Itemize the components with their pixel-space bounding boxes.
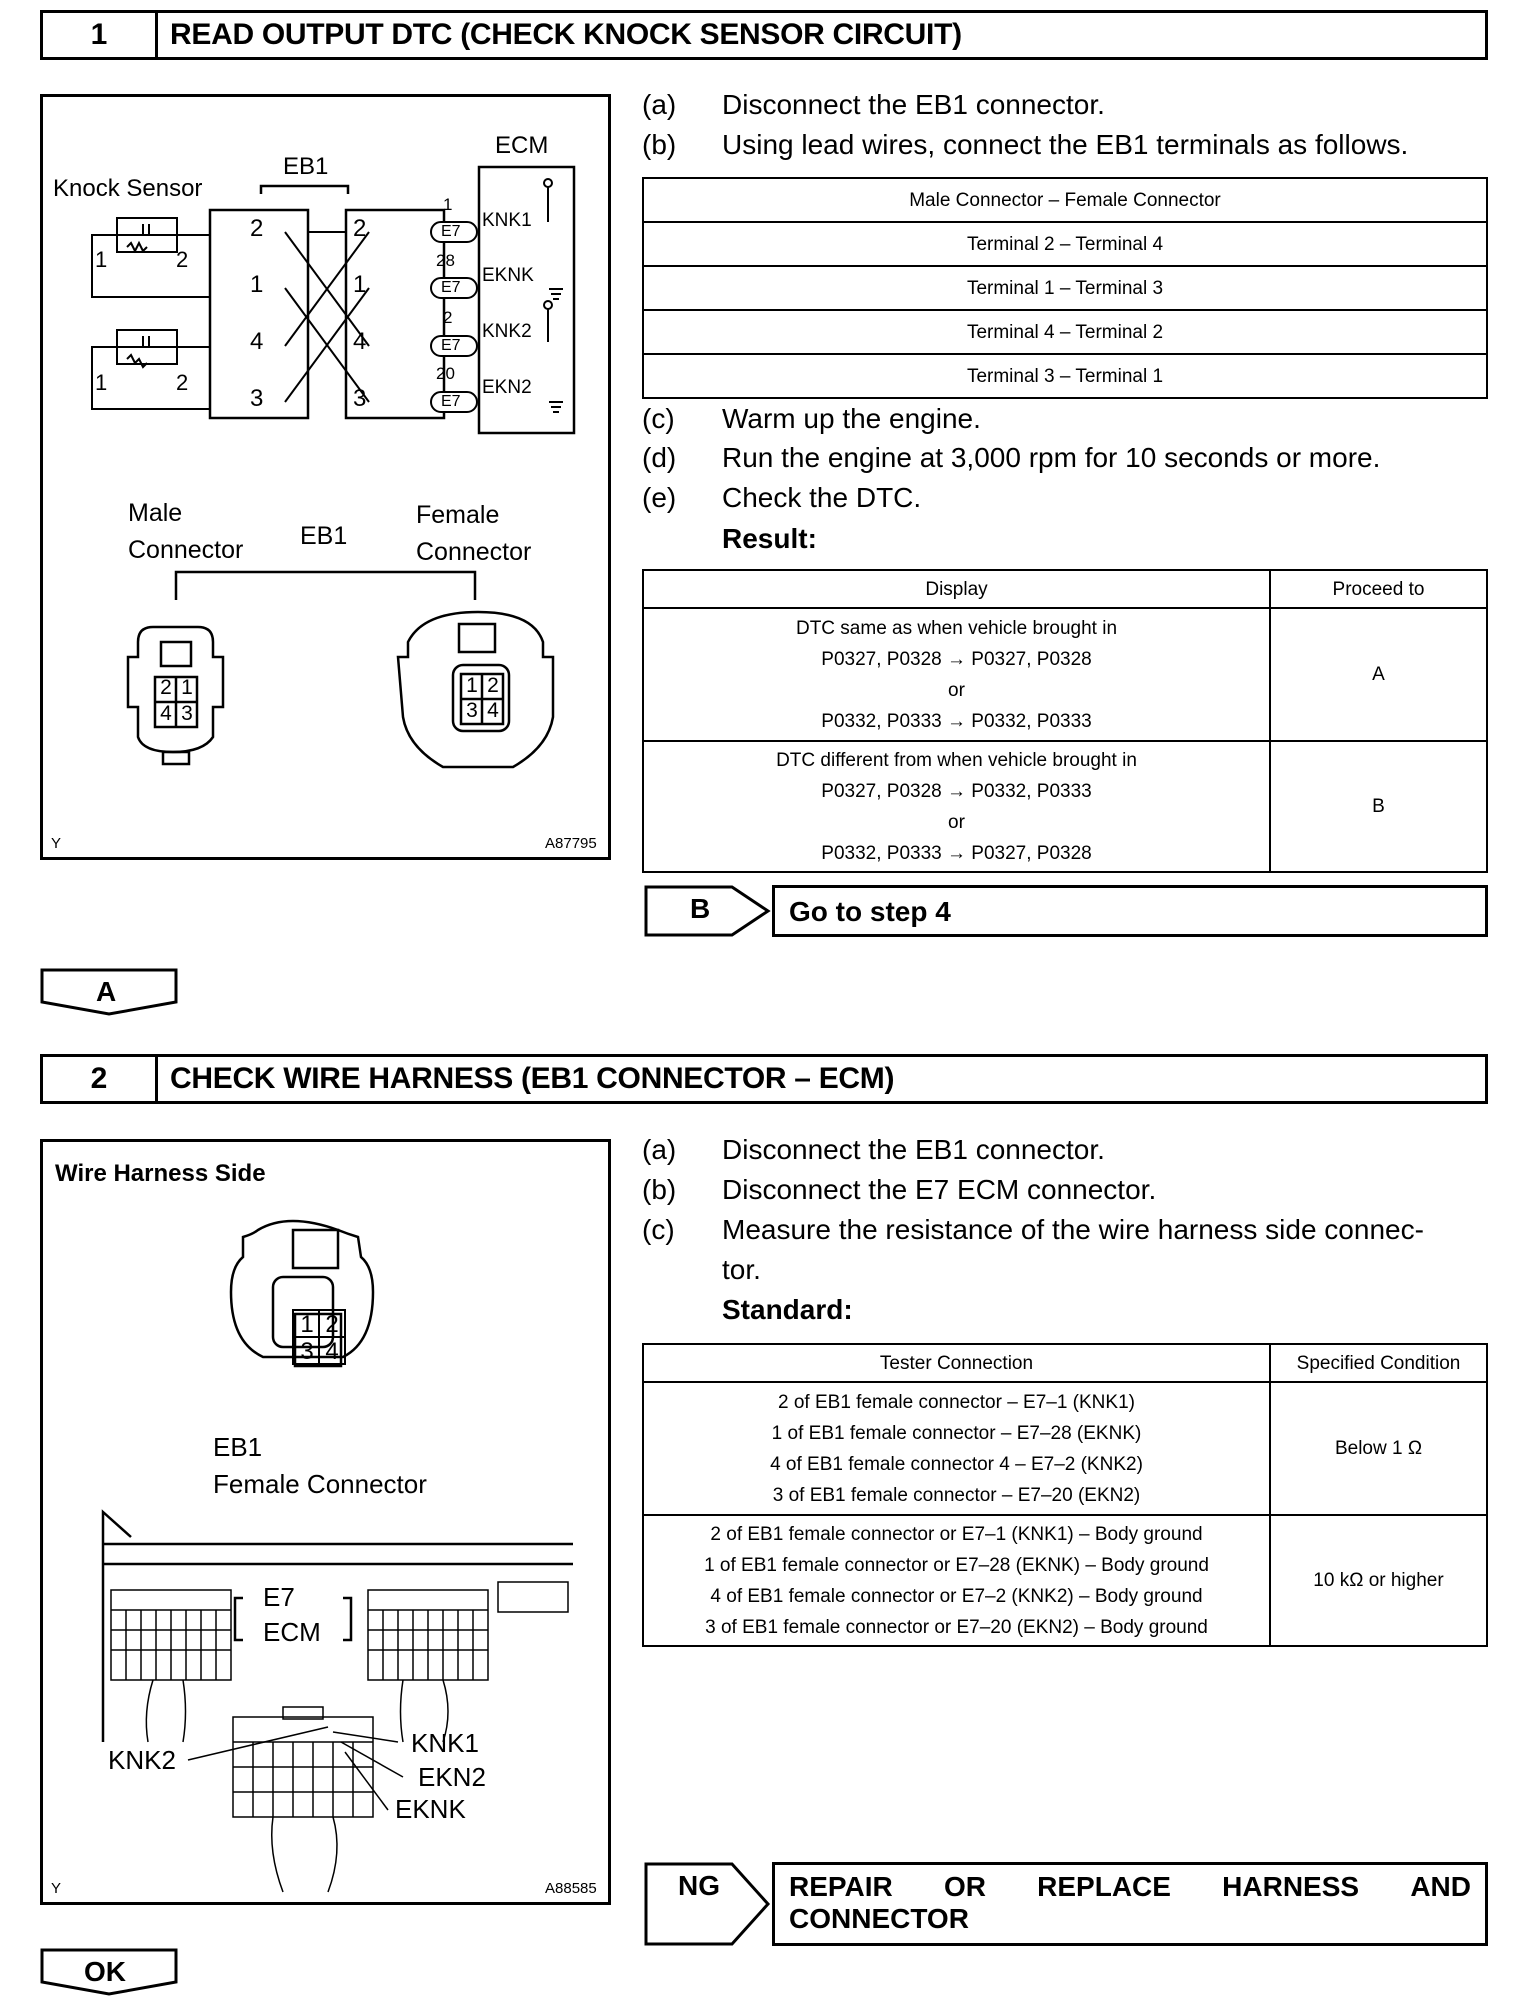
branch-ok-tag[interactable]: OK	[84, 1956, 126, 1987]
harness-pin-1: 1	[300, 1311, 314, 1338]
ecm-label: ECM	[495, 132, 549, 159]
e7-label: E7	[263, 1582, 295, 1612]
eb1-left-pin-4: 3	[250, 385, 264, 412]
wire-harness-side-label: Wire Harness Side	[55, 1160, 266, 1187]
male-pin-3: 3	[181, 702, 193, 725]
section-2-header	[40, 1054, 1488, 1104]
std-row-1-condition: Below 1 Ω	[1270, 1382, 1487, 1515]
eb1-right-pin-3: 4	[353, 328, 367, 355]
figure-2-code: A88585	[545, 1880, 597, 1897]
knock-sensor-label: Knock Sensor	[53, 175, 203, 202]
e7-tag-1: E7	[441, 223, 461, 240]
eb1-right-pin-4: 3	[353, 385, 367, 412]
std-header-condition: Specified Condition	[1270, 1344, 1487, 1382]
male-connector-label: Male Connector	[128, 499, 244, 564]
step-2c-continued: tor.	[722, 1254, 761, 1285]
terminal-connection-table	[642, 177, 1488, 399]
std-row-2-condition: 10 kΩ or higher	[1270, 1515, 1487, 1646]
male-pin-1: 1	[181, 676, 193, 699]
branch-ng-box[interactable]	[772, 1862, 1488, 1946]
std-row-2-connection: 2 of EB1 female connector or E7–1 (KNK1) – Body ground 1 of EB1 female connector or E7–28 (EKNK) – Body ground 4 of EB1 female connector or E7–2 (KNK2) – Body ground 3 of EB1 female connector or E7–20 (EKN2) – Body ground	[643, 1515, 1270, 1646]
sensor2-pin-2: 2	[176, 370, 189, 395]
figure-2-corner-y: Y	[51, 1880, 62, 1897]
section-2-title: CHECK WIRE HARNESS (EB1 CONNECTOR – ECM)	[170, 1062, 895, 1095]
step-1c: (c) Warm up the engine.	[642, 403, 981, 434]
result-label: Result:	[722, 523, 817, 554]
harness-pin-3: 3	[300, 1338, 314, 1365]
standard-label: Standard:	[722, 1294, 853, 1325]
female-connector-label: Female Connector	[416, 501, 532, 566]
conn-row: Terminal 2 – Terminal 4	[643, 222, 1487, 266]
result-row-b-display: DTC different from when vehicle brought in P0327, P0328 → P0332, P0333 or P0332, P0333 → P0327, P0328	[643, 741, 1270, 872]
eknk-label: EKNK	[395, 1794, 466, 1824]
step-1b: (b) Using lead wires, connect the EB1 terminals as follows.	[642, 129, 1409, 160]
female-pin-1: 1	[466, 674, 478, 697]
female-pin-2: 2	[487, 674, 499, 697]
harness-pin-2: 2	[325, 1311, 339, 1338]
result-header-proceed: Proceed to	[1270, 570, 1487, 608]
ecm-pin-num-20: 20	[436, 364, 455, 383]
female-pin-4: 4	[487, 699, 499, 722]
step-1d: (d) Run the engine at 3,000 rpm for 10 seconds or more.	[642, 442, 1381, 473]
eb1-right-pin-1: 2	[353, 215, 367, 242]
step-2c: (c) Measure the resistance of the wire harness side connec-	[642, 1214, 1424, 1245]
step-1a: (a) Disconnect the EB1 connector.	[642, 89, 1105, 120]
section-1-number: 1	[43, 13, 158, 57]
branch-b-text: Go to step 4	[789, 896, 951, 927]
conn-row: Male Connector – Female Connector	[643, 178, 1487, 222]
ecm-harness-label: ECM	[263, 1617, 321, 1647]
result-table	[642, 569, 1488, 873]
eb1-left-pin-3: 4	[250, 328, 264, 355]
male-pin-4: 4	[160, 702, 172, 725]
section-2-number: 2	[43, 1057, 158, 1101]
branch-ng-line-1: REPAIR OR REPLACE HARNESS AND	[789, 1871, 1471, 1902]
step-2b: (b) Disconnect the E7 ECM connector.	[642, 1174, 1157, 1205]
signal-knk2: KNK2	[482, 321, 532, 342]
e7-tag-4: E7	[441, 393, 461, 410]
knk2-label: KNK2	[108, 1745, 176, 1775]
section-1-header	[40, 10, 1488, 60]
step-1e: (e) Check the DTC.	[642, 482, 922, 513]
sensor1-pin-2: 2	[176, 247, 189, 272]
conn-row: Terminal 3 – Terminal 1	[643, 354, 1487, 398]
result-row-b-proceed: B	[1270, 741, 1487, 872]
figure-code: A87795	[545, 835, 597, 852]
eb1-left-pin-1: 2	[250, 215, 264, 242]
female-pin-3: 3	[466, 699, 478, 722]
ecm-pin-num-28: 28	[436, 251, 455, 270]
e7-tag-3: E7	[441, 337, 461, 354]
section-1-title: READ OUTPUT DTC (CHECK KNOCK SENSOR CIRCUIT)	[170, 18, 962, 51]
branch-b-tag: B	[690, 893, 711, 924]
signal-ekn2: EKN2	[482, 377, 532, 398]
sensor1-pin-1: 1	[95, 247, 108, 272]
branch-a-tag[interactable]: A	[96, 976, 117, 1007]
harness-pin-4: 4	[325, 1338, 339, 1365]
result-row-a-display: DTC same as when vehicle brought in P0327, P0328 → P0327, P0328 or P0332, P0333 → P0332, P0333	[643, 608, 1270, 741]
std-header-tester: Tester Connection	[643, 1344, 1270, 1382]
signal-knk1: KNK1	[482, 210, 532, 231]
harness-diagram	[43, 1142, 608, 1902]
result-row-a-proceed: A	[1270, 608, 1487, 741]
result-header-display: Display	[643, 570, 1270, 608]
ecm-pin-num-1: 1	[443, 195, 453, 214]
ekn2-label: EKN2	[418, 1762, 486, 1792]
knock-sensor-circuit-figure	[40, 94, 611, 860]
wire-harness-figure	[40, 1139, 611, 1905]
eb1-label: EB1	[283, 153, 329, 180]
eb1-center-label: EB1	[300, 522, 348, 550]
ecm-pin-num-2: 2	[443, 308, 453, 327]
branch-b-box[interactable]	[772, 885, 1488, 937]
branch-ng-line-2: CONNECTOR	[789, 1903, 969, 1934]
figure-corner-y: Y	[51, 835, 62, 852]
eb1-harness-label: EB1	[213, 1432, 263, 1462]
male-pin-2: 2	[160, 676, 172, 699]
eb1-left-pin-2: 1	[250, 271, 264, 298]
e7-tag-2: E7	[441, 279, 461, 296]
std-row-1-connection: 2 of EB1 female connector – E7–1 (KNK1) 1 of EB1 female connector – E7–28 (EKNK) 4 of EB1 female connector 4 – E7–2 (KNK2) 3 of EB1 female connector – E7–20 (EKN2)	[643, 1382, 1270, 1515]
conn-row: Terminal 4 – Terminal 2	[643, 310, 1487, 354]
female-connector-harness-label: Female Connector	[213, 1469, 427, 1499]
eb1-right-pin-2: 1	[353, 271, 367, 298]
standard-table	[642, 1343, 1488, 1647]
conn-row: Terminal 1 – Terminal 3	[643, 266, 1487, 310]
knk1-label: KNK1	[411, 1728, 479, 1758]
signal-eknk: EKNK	[482, 265, 534, 286]
step-2a: (a) Disconnect the EB1 connector.	[642, 1134, 1105, 1165]
sensor2-pin-1: 1	[95, 370, 108, 395]
branch-ng-tag: NG	[678, 1870, 720, 1901]
